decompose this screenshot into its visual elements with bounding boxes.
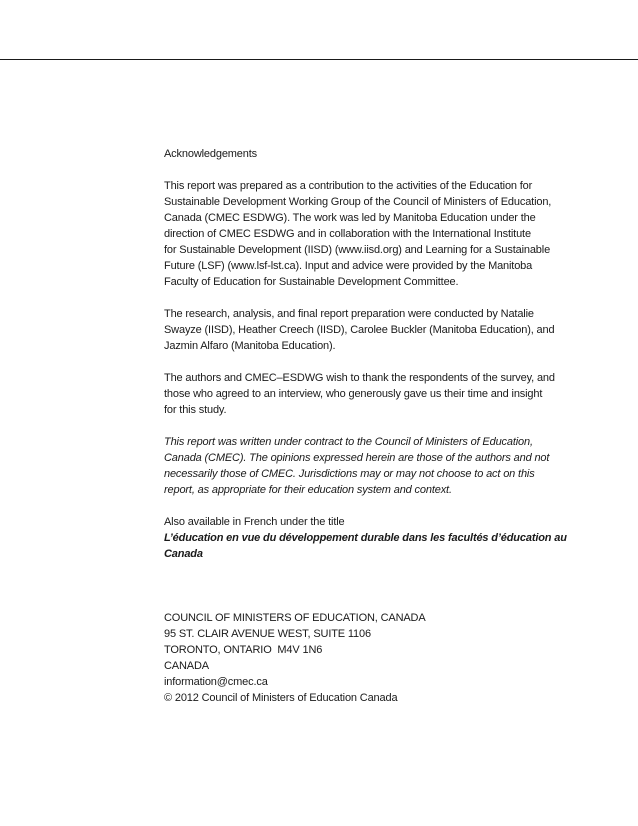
paragraph-contribution [164, 178, 584, 290]
copyright-notice: © 2012 Council of Ministers of Education Canada [164, 692, 398, 704]
french-title-intro: Also available in French under the title [164, 516, 345, 528]
paragraph-disclaimer [164, 434, 584, 498]
address-org: COUNCIL OF MINISTERS OF EDUCATION, CANADA [164, 612, 426, 624]
text-line: for this study. [164, 404, 227, 416]
text-line: Swayze (IISD), Heather Creech (IISD), Carolee Buckler (Manitoba Education), and [164, 324, 555, 336]
text-line: those who agreed to an interview, who generously gave us their time and insight [164, 388, 543, 400]
address-street: 95 ST. CLAIR AVENUE WEST, SUITE 1106 [164, 628, 371, 640]
text-line: Jazmin Alfaro (Manitoba Education). [164, 340, 336, 352]
text-line: direction of CMEC ESDWG and in collaboration with the International Institute [164, 228, 531, 240]
text-line: Canada (CMEC). The opinions expressed herein are those of the authors and not [164, 452, 550, 464]
text-line: Future (LSF) (www.lsf-lst.ca). Input and advice were provided by the Manitoba [164, 260, 533, 272]
text-line: report, as appropriate for their education system and context. [164, 484, 452, 496]
paragraph-research [164, 306, 584, 354]
french-title-line: Canada [164, 548, 203, 560]
french-title-line: L’éducation en vue du développement durable dans les facultés d’éducation au [164, 532, 567, 544]
acknowledgements-page [164, 146, 584, 706]
text-line: necessarily those of CMEC. Jurisdictions may or may not choose to act on this [164, 468, 535, 480]
text-line: Faculty of Education for Sustainable Development Committee. [164, 276, 459, 288]
page-heading: Acknowledgements [164, 148, 257, 160]
text-line: This report was written under contract to the Council of Ministers of Education, [164, 436, 533, 448]
french-title-block [164, 514, 584, 562]
address-country: CANADA [164, 660, 209, 672]
top-divider [0, 59, 638, 60]
text-line: The research, analysis, and final report preparation were conducted by Natalie [164, 308, 534, 320]
address-email: information@cmec.ca [164, 676, 268, 688]
address-city: TORONTO, ONTARIO M4V 1N6 [164, 644, 323, 656]
text-line: Sustainable Development Working Group of the Council of Ministers of Education, [164, 196, 552, 208]
text-line: This report was prepared as a contribution to the activities of the Education for [164, 180, 533, 192]
text-line: Canada (CMEC ESDWG). The work was led by Manitoba Education under the [164, 212, 536, 224]
paragraph-thanks [164, 370, 584, 418]
text-line: for Sustainable Development (IISD) (www.iisd.org) and Learning for a Sustainable [164, 244, 551, 256]
publisher-address [164, 610, 584, 690]
text-line: The authors and CMEC–ESDWG wish to thank the respondents of the survey, and [164, 372, 555, 384]
